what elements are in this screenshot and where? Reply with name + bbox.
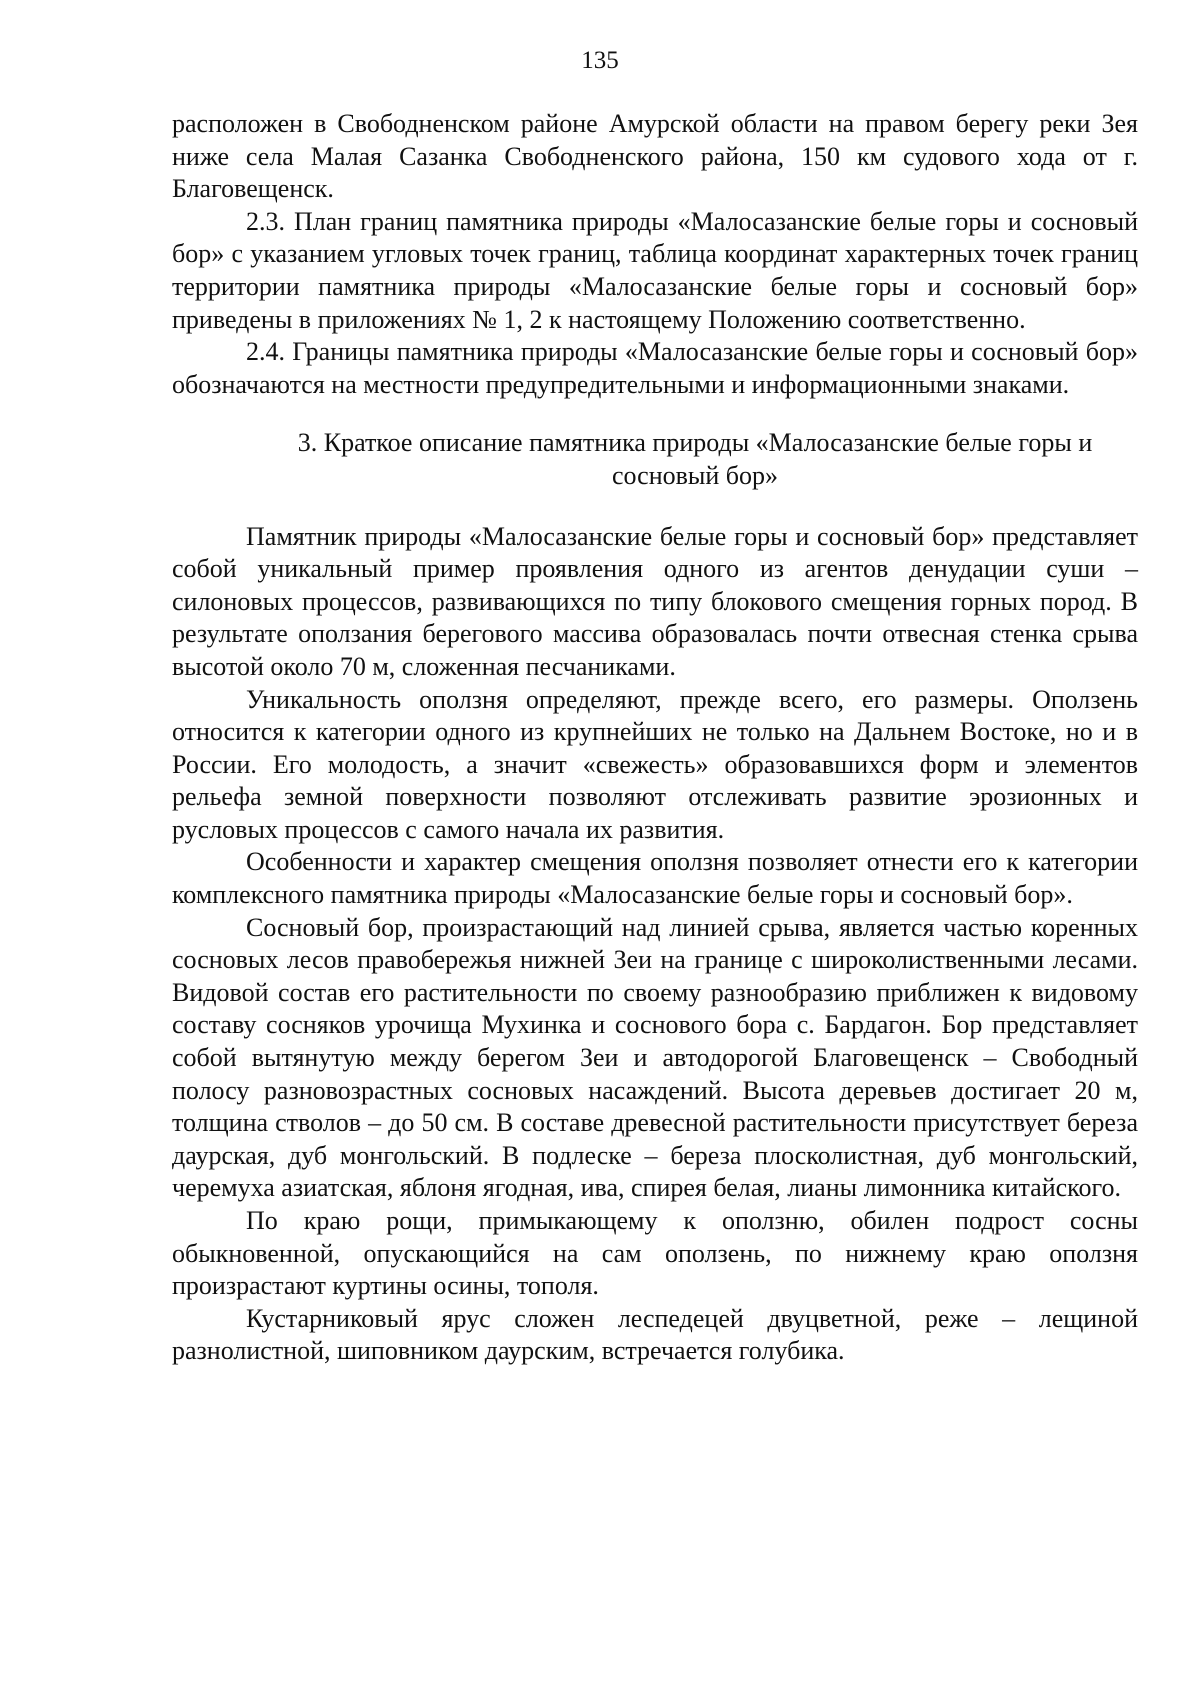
paragraph-description-4: Сосновый бор, произрастающий над линией срыва, является частью коренных сосновых лесов правобережья нижней Зеи на границе с широколиственными лесами. Видовой состав его растительности по своему разнообразию приближен к видовому составу сосняков урочища Мухинка и соснового бора с. Бардагон. Бор представляет собой вытянутую между берегом Зеи и автодорогой Благовещенск – Свободный полосу разновозрастных сосновых насаждений. Высота деревьев достигает 20 м, толщина стволов – до 50 см. В составе древесной растительности присутствует береза даурская, дуб монгольский. В подлеске – береза плосколистная, дуб монгольский, черемуха азиатская, яблоня ягодная, ива, спирея белая, лианы лимонника китайского.: [172, 912, 1138, 1203]
paragraph-description-1: Памятник природы «Малосазанские белые горы и сосновый бор» представляет собой уникальный пример проявления одного из агентов денудации суши – силоновых процессов, развивающихся по типу блокового смещения горных пород. В результате оползания берегового массива образовалась почти отвесная стенка срыва высотой около 70 м, сложенная песчаниками.: [172, 521, 1138, 681]
section-heading: 3. Краткое описание памятника природы «Малосазанские белые горы и сосновый бор»: [297, 428, 1093, 490]
paragraph-2-3: 2.3. План границ памятника природы «Малосазанские белые горы и сосновый бор» с указанием угловых точек границ, таблица координат характерных точек границ территории памятника природы «Малосазанские белые горы и сосновый бор» приведены в приложениях № 1, 2 к настоящему Положению соответственно.: [172, 206, 1138, 334]
paragraph-description-6: Кустарниковый ярус сложен леспедецей двуцветной, реже – лещиной разнолистной, шиповником даурским, встречается голубика.: [172, 1303, 1138, 1366]
paragraph-description-2: Уникальность оползня определяют, прежде всего, его размеры. Оползень относится к категории одного из крупнейших не только на Дальнем Востоке, но и в России. Его молодость, а значит «свежесть» образовавшихся форм и элементов рельефа земной поверхности позволяют отслеживать развитие эрозионных и русловых процессов с самого начала их развития.: [172, 684, 1138, 844]
paragraph-location: расположен в Свободненском районе Амурской области на правом берегу реки Зея ниже села Малая Сазанка Свободненского района, 150 км судового хода от г. Благовещенск.: [172, 109, 1138, 204]
paragraph-2-4: 2.4. Границы памятника природы «Малосазанские белые горы и сосновый бор» обозначаются на местности предупредительными и информационными знаками.: [172, 337, 1138, 399]
page-number: 135: [581, 47, 619, 74]
document-body: [172, 108, 1138, 1368]
paragraph-description-3: Особенности и характер смещения оползня позволяет отнести его к категории комплексного памятника природы «Малосазанские белые горы и сосновый бор».: [172, 847, 1138, 910]
paragraph-description-5: По краю рощи, примыкающему к оползню, обилен подрост сосны обыкновенной, опускающийся на сам оползень, по нижнему краю оползня произрастают куртины осины, тополя.: [172, 1206, 1138, 1301]
